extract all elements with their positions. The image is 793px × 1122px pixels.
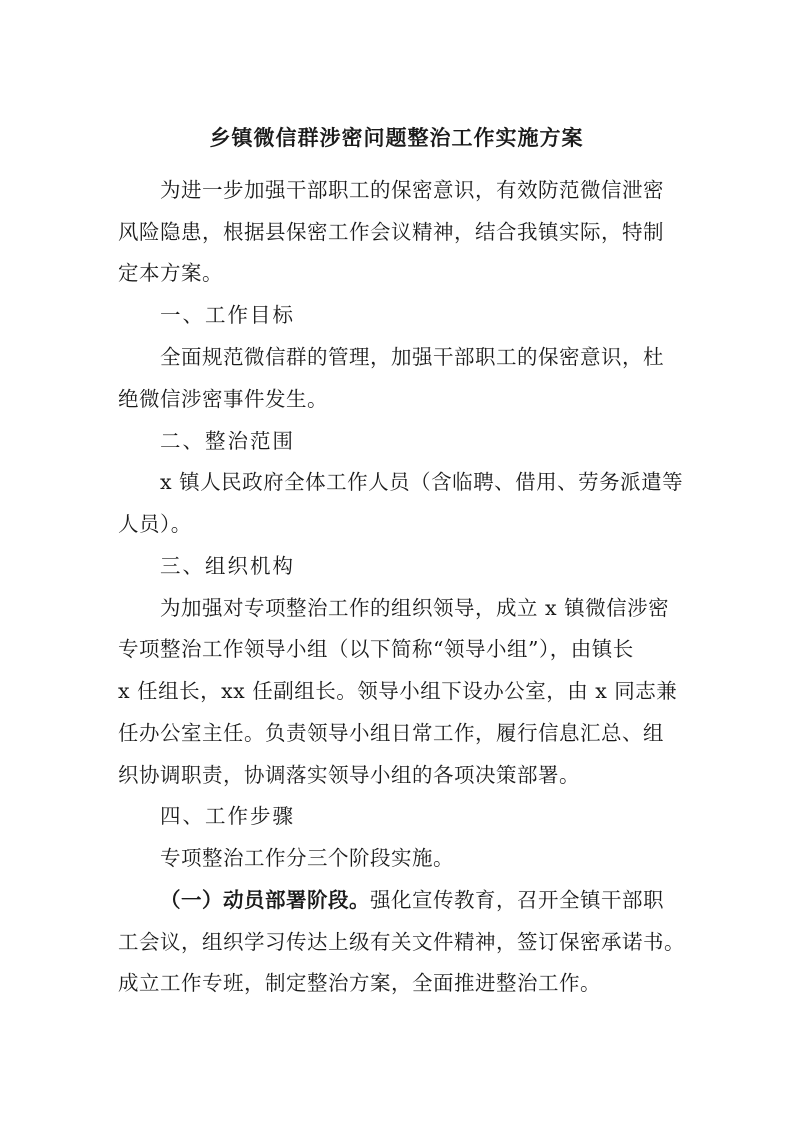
- organization-line-2: 专项整治工作领导小组（以下简称“领导小组”），由镇长: [118, 637, 634, 661]
- intro-line-2: 风险隐患，根据县保密工作会议精神，结合我镇实际，特制: [118, 220, 664, 244]
- section-heading-organization: 三、组织机构: [160, 554, 295, 578]
- scope-line-2: 人员）。: [118, 512, 192, 536]
- stage1-label: （一）动员部署阶段。: [160, 888, 370, 912]
- steps-line-1: 专项整治工作分三个阶段实施。: [160, 846, 454, 870]
- organization-line-1: 为加强对专项整治工作的组织领导，成立 x 镇微信涉密: [160, 596, 670, 620]
- intro-line-3: 定本方案。: [118, 261, 223, 285]
- organization-line-5: 织协调职责，协调落实领导小组的各项决策部署。: [118, 763, 580, 787]
- organization-line-3: x 任组长，xx 任副组长。领导小组下设办公室，由 x 同志兼: [118, 679, 678, 703]
- section-heading-steps: 四、工作步骤: [160, 804, 295, 828]
- intro-line-1: 为进一步加强干部职工的保密意识，有效防范微信泄密: [160, 178, 664, 202]
- goals-line-1: 全面规范微信群的管理，加强干部职工的保密意识，杜: [160, 345, 664, 369]
- goals-line-2: 绝微信涉密事件发生。: [118, 387, 328, 411]
- stage1-line-3: 成立工作专班，制定整治方案，全面推进整治工作。: [118, 971, 601, 995]
- scope-line-1: x 镇人民政府全体工作人员（含临聘、借用、劳务派遣等: [160, 470, 684, 494]
- section-heading-goals: 一、工作目标: [160, 303, 295, 327]
- organization-line-4: 任办公室主任。负责领导小组日常工作，履行信息汇总、组: [118, 721, 664, 745]
- document-title: 乡镇微信群涉密问题整治工作实施方案: [209, 125, 584, 150]
- section-heading-scope: 二、整治范围: [160, 429, 295, 453]
- stage1-line-1-text: 强化宣传教育，召开全镇干部职: [370, 888, 664, 912]
- stage1-line-1: [160, 886, 664, 914]
- stage1-line-2: 工会议，组织学习传达上级有关文件精神，签订保密承诺书。: [118, 930, 685, 954]
